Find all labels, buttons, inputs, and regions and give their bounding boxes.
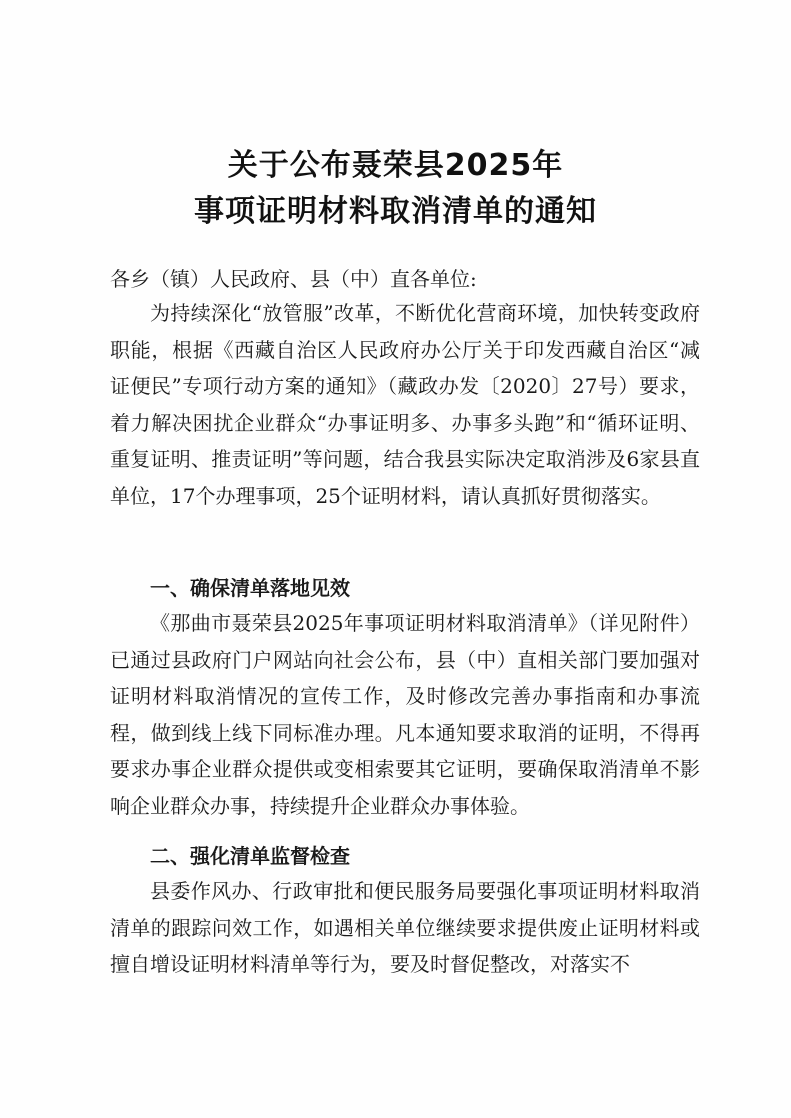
- paragraph-intro: 为持续深化“放管服”改革，不断优化营商环境，加快转变政府职能，根据《西藏自治区人民政府办公厅关于印发西藏自治区“减证便民”专项行动方案的通知》（藏政办发〔2020〕27号）要求，着力解决困扰企业群众“办事证明多、办事多头跑”和“循环证明、重复证明、推责证明”等问题，结合我县实际决定取消涉及6家县直单位，17个办理事项，25个证明材料，请认真抓好贯彻落实。: [110, 301, 700, 508]
- document-title-line2: 事项证明材料取消清单的通知: [194, 194, 597, 229]
- document-title-line1: 关于公布聂荣县2025年: [227, 148, 564, 183]
- paragraph-section-1: 《那曲市聂荣县2025年事项证明材料取消清单》（详见附件）已通过县政府门户网站向社会公布，县（中）直相关部门要加强对证明材料取消情况的宣传工作，及时修改完善办事指南和办事流程，做到线上线下同标准办理。凡本通知要求取消的证明，不得再要求办事企业群众提供或变相索要其它证明，要确保取消清单不影响企业群众办事，持续提升企业群众办事体验。: [110, 611, 700, 818]
- salutation: 各乡（镇）人民政府、县（中）直各单位:: [110, 267, 477, 291]
- section-heading-1: 一、确保清单落地见效: [150, 576, 350, 600]
- section-heading-2: 二、强化清单监督检查: [150, 844, 350, 868]
- paragraph-section-2: 县委作风办、行政审批和便民服务局要强化事项证明材料取消清单的跟踪问效工作，如遇相关单位继续要求提供废止证明材料或擅自增设证明材料清单等行为，要及时督促整改，对落实不: [110, 879, 700, 976]
